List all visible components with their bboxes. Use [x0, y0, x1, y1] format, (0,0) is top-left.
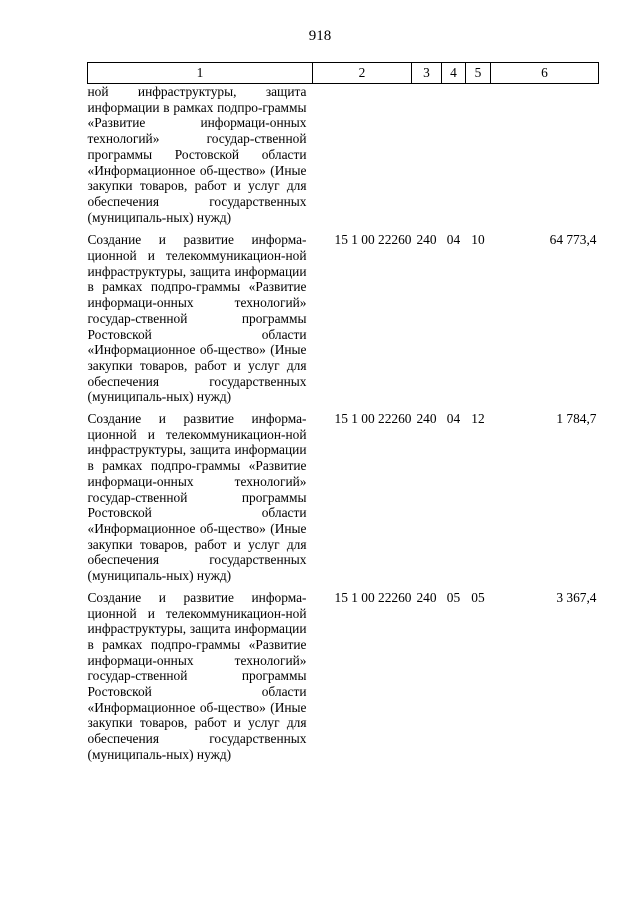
- row-amount: 3 367,4: [556, 589, 597, 605]
- row-subsection: 05: [471, 589, 485, 605]
- column-header-1: 1: [88, 63, 313, 84]
- row-section: 04: [446, 411, 461, 427]
- row-subsection: [466, 84, 491, 230]
- row-expense-type: [412, 84, 442, 230]
- row-expense-type: 240: [416, 232, 437, 248]
- column-header-5: 5: [466, 63, 491, 84]
- table-row: [88, 229, 599, 408]
- row-section: [442, 84, 466, 230]
- row-description: Создание и развитие информа-ционной и телекоммуникацион-ной инфраструктуры, защита информации в рамках подпро-граммы «Развитие информаци-онных технологий» государ-ственной программы Ростовской области «Информационное об-щество» (Иные закупки товаров, работ и услуг для обеспечения государственных (муниципаль-ных) нужд): [87, 589, 307, 762]
- column-header-6: 6: [491, 63, 599, 84]
- row-description: ной инфраструктуры, защита информации в рамках подпро-граммы «Развитие информаци-онных технологий» государ-ственной программы Ростовской области «Информационное об-щество» (Иные закупки товаров, работ и услуг для обеспечения государственных (муниципаль-ных) нужд): [87, 84, 307, 225]
- row-section: 04: [446, 232, 461, 248]
- column-header-2: 2: [313, 63, 412, 84]
- row-target-code: [313, 84, 412, 230]
- row-target-code: 15 1 00 22260: [334, 232, 412, 248]
- row-subsection: 12: [471, 411, 485, 427]
- page-number: 918: [308, 28, 332, 44]
- row-target-code: 15 1 00 22260: [334, 589, 412, 605]
- row-section: 05: [446, 589, 461, 605]
- table-header-row: [88, 63, 599, 84]
- row-target-code: 15 1 00 22260: [334, 411, 412, 427]
- table-row: [88, 84, 599, 230]
- row-description: Создание и развитие информа-ционной и телекоммуникацион-ной инфраструктуры, защита информации в рамках подпро-граммы «Развитие информаци-онных технологий» государ-ственной программы Ростовской области «Информационное об-щество» (Иные закупки товаров, работ и услуг для обеспечения государственных (муниципаль-ных) нужд): [87, 232, 307, 405]
- table-row: [88, 587, 599, 766]
- row-description: Создание и развитие информа-ционной и телекоммуникацион-ной инфраструктуры, защита информации в рамках подпро-граммы «Развитие информаци-онных технологий» государ-ственной программы Ростовской области «Информационное об-щество» (Иные закупки товаров, работ и услуг для обеспечения государственных (муниципаль-ных) нужд): [87, 411, 307, 584]
- row-expense-type: 240: [416, 589, 437, 605]
- row-amount: 1 784,7: [556, 411, 597, 427]
- row-amount: [491, 84, 599, 230]
- row-expense-type: 240: [416, 411, 437, 427]
- column-header-3: 3: [412, 63, 442, 84]
- row-amount: 64 773,4: [549, 232, 597, 248]
- column-header-4: 4: [442, 63, 466, 84]
- budget-table: [87, 62, 599, 766]
- row-subsection: 10: [471, 232, 485, 248]
- table-row: [88, 408, 599, 587]
